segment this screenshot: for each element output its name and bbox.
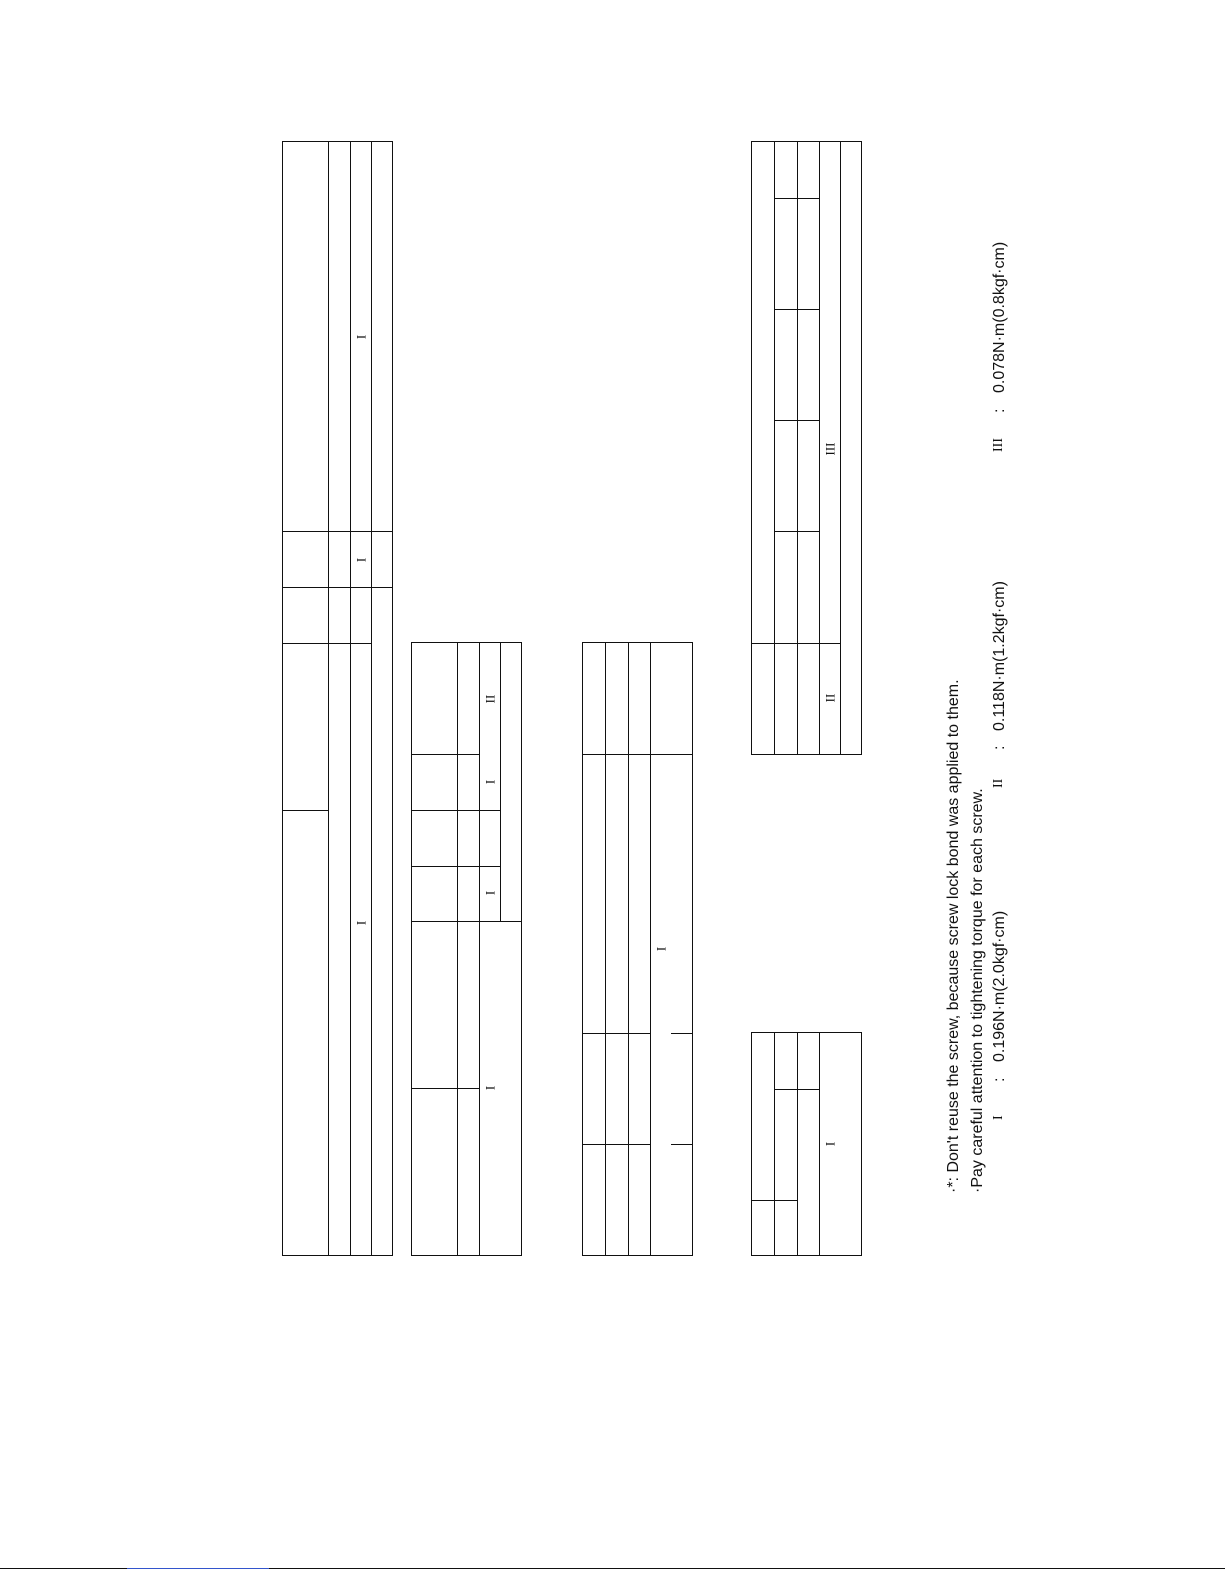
grade-label: III: [822, 442, 838, 456]
torque-sep: :: [991, 408, 1008, 413]
grade-label: I: [482, 1085, 498, 1091]
note-screw-lock: ·*: Don't reuse the screw, because screw lock bond was applied to them.: [945, 679, 962, 1193]
grade-label: I: [353, 920, 369, 926]
torque-sep: :: [991, 745, 1008, 750]
torque-value-i: 0.196N·m(2.0kgf·cm): [991, 910, 1008, 1062]
torque-table-3: [582, 642, 693, 1256]
torque-value-iii: 0.078N·m(0.8kgf·cm): [991, 241, 1008, 393]
grade-label: I: [653, 946, 669, 952]
torque-grade-i: I: [991, 1115, 1006, 1120]
torque-grade-ii: II: [991, 778, 1006, 788]
grade-label: II: [822, 693, 838, 703]
torque-table-2: [411, 642, 522, 1256]
torque-table-1: [282, 141, 393, 1256]
note-tightening-torque: ·Pay careful attention to tightening torque for each screw.: [969, 788, 986, 1193]
grade-label: I: [353, 334, 369, 340]
torque-table-4: [751, 1032, 862, 1256]
grade-label: I: [482, 890, 498, 896]
grade-label: I: [482, 779, 498, 785]
grade-label: I: [822, 1141, 838, 1147]
grade-label: I: [353, 557, 369, 563]
torque-sep: :: [991, 1077, 1008, 1082]
footer-link-underline: [127, 1568, 269, 1569]
torque-table-5: [751, 141, 862, 755]
grade-label: II: [482, 694, 498, 704]
torque-value-ii: 0.118N·m(1.2kgf·cm): [991, 581, 1008, 731]
torque-grade-iii: III: [991, 438, 1006, 452]
